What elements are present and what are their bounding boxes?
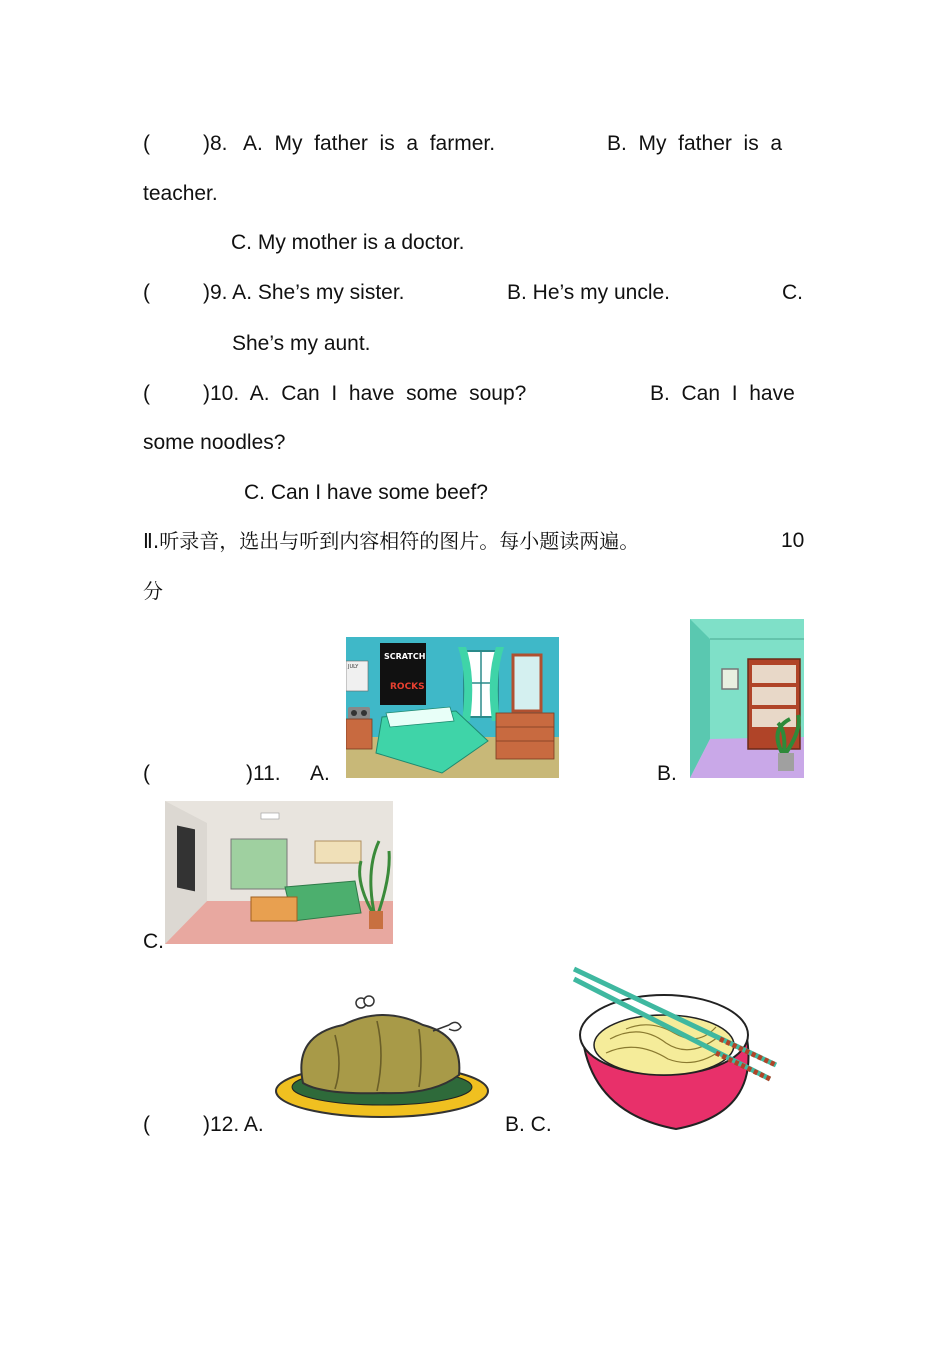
option-b: B. He’s my uncle. [507, 281, 671, 304]
option-c: C. Can I have some beef? [244, 481, 488, 504]
option-c: She’s my aunt. [232, 332, 371, 355]
living-room-picture [165, 801, 393, 944]
roast-chicken-picture [273, 995, 492, 1130]
option-a: A. [310, 762, 330, 785]
option-a: )10. A. Can I have some soup? [203, 382, 527, 405]
option-c: C. My mother is a doctor. [231, 231, 465, 254]
study-room-picture [690, 619, 804, 778]
poster-subtitle: ROCKS [390, 682, 425, 692]
option-a: A. My father is a farmer. [243, 132, 496, 155]
options-b-c: B. C. [505, 1113, 552, 1136]
section-score: 10 [781, 529, 805, 552]
option-a: )12. A. [203, 1113, 264, 1136]
option-c: C. [143, 930, 164, 953]
answer-paren: ( [143, 382, 150, 405]
question-number: )8. [203, 132, 228, 155]
answer-paren: ( [143, 762, 150, 785]
answer-paren: ( [143, 1113, 150, 1136]
poster-title: SCRATCH [384, 652, 426, 661]
bedroom-picture [346, 637, 559, 778]
option-a: )9. A. She’s my sister. [203, 281, 405, 304]
option-b: B. Can I have [650, 382, 795, 405]
section-score-unit: 分 [143, 579, 163, 603]
answer-paren: ( [143, 281, 150, 304]
option-b: B. [657, 762, 677, 785]
question-number: )11. [246, 762, 281, 785]
option-c-label: C. [782, 281, 803, 304]
noodles-bowl-picture [570, 963, 782, 1133]
calendar-label: JULY [348, 664, 359, 670]
option-b-continued: some noodles? [143, 431, 286, 454]
option-b: B. My father is a [607, 132, 783, 155]
section-heading: Ⅱ.听录音，选出与听到内容相符的图片。每小题读两遍。 [143, 529, 640, 553]
option-b-continued: teacher. [143, 182, 218, 205]
answer-paren: ( [143, 132, 150, 155]
